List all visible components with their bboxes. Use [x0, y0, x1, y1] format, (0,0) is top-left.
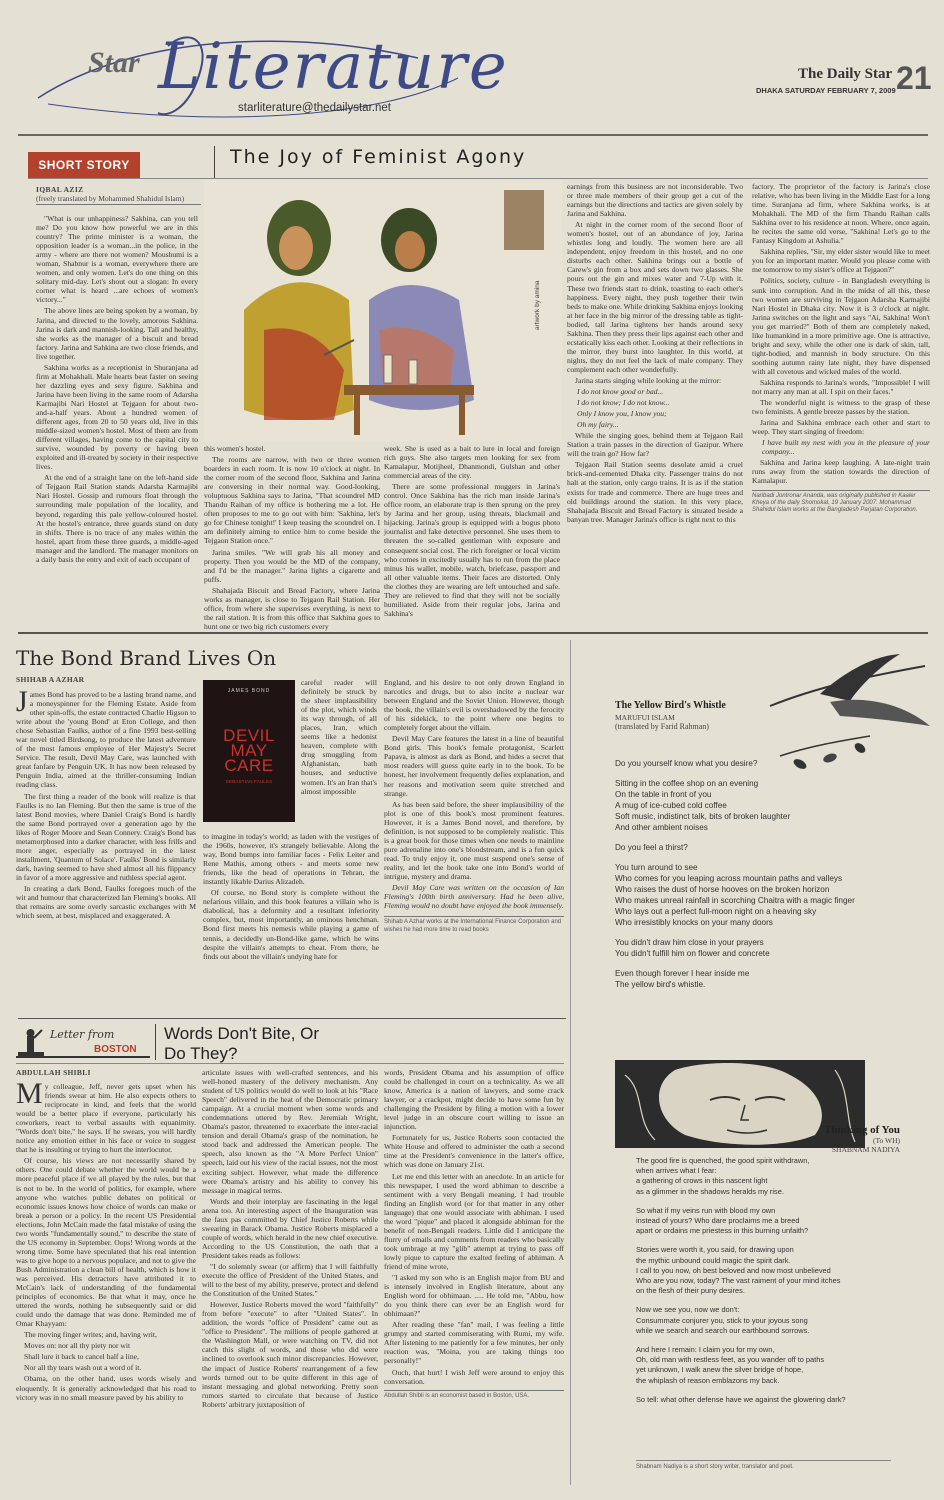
short-story-tag	[28, 152, 140, 178]
paragraph: Of course, his views are not necessarily shared by others. One could debate whether the world would be a more peaceful place if we all played by the rules, but that is not to be. In the world of politics, for example, where anyone who watches public debates on political or economic issues knows how choice of words can make or break a person or a policy. In the recent US Presidential elections, John McCain made the fatal mistake of using the two words "fundamentally sound," to describe the state of the US economy in September. Oops! Wrong words at the wrong time. Some have speculated that his real intention was to give hope to a nervous populace, and not to give the Bush Administration a clean bill of health, which is how it was perceived. His detractors have attributed it to McCain's lack of understanding of the fundamental principles of economics. Be that what it may, once he uttered the words, nothing he subsequently said or did could undo the damage that was done. Reminded me of Omar Khayyam:	[16, 1156, 196, 1329]
story2-col2b	[203, 832, 379, 963]
paragraph: careful reader will definitely be struck by the sheer implausibility of the plot, which winds its way through, of all places, Iran, which seems like a hedonist heaven, complete with drug smuggling from Afghanistan, bath houses, and seductive women. It's an Iran that's almost impossible	[301, 678, 377, 796]
song-line: I do not know good or bad...	[577, 387, 664, 397]
section-rule-2	[18, 1018, 566, 1019]
story1-col5	[752, 182, 930, 515]
stanza	[636, 1156, 916, 1197]
stanza	[636, 1305, 916, 1336]
story2-author-name: SHIHAB A AZHAR	[16, 675, 85, 684]
poem-line: on the flesh of their puny desires.	[636, 1286, 745, 1296]
book-subtitle: SEBASTIAN FAULKS	[225, 780, 273, 785]
paragraph: this women's hostel.	[204, 444, 266, 453]
paragraph: "What is our unhappiness? Sakhina, can you tell me? Do you know how powerful we are in this country? The prime minister is a woman, the opposition leader is a woman...in the police, in the army - where are there not women? Moushumi is a woman, Shabnur is a woman, everywhere there are women, and only women. Let's do one thing on this solitary mid-day. Let's shout out a slogan: In every corner what is heard ...are echoes of women's victory..."	[36, 214, 198, 305]
paragraph: Politics, society, culture - in Bangladesh everything is sunk into corruption. And in the midst of all this, these two women are surviving in Tejgaon Adarsha Karmajibi Nari Hostel in Dhaka city. Now it is 3 o'clock at night. Jarina switches on the light and says "Ai, Sakhina! Won't you get married?" Both of them are completely naked, like humankind in a more primitive age. One is attractive, bright and sexy, while the other one is dark of skin, tall, tight-bodied, and mannish in body structure. On this soothing autumn rainy late night, they have dispensed with all covetous and wicked males of the world.	[752, 276, 930, 376]
story3-title-line: Do They?	[164, 1044, 238, 1063]
paragraph: Sakhina responds to Jarina's words, "Impossible! I will not marry any man at all. I spit on their faces."	[752, 377, 930, 397]
paragraph: While the singing goes, behind them at Tejgaon Rail Station a train passes in the direction of Gazipur. Where will the train go? How far?	[567, 431, 743, 459]
poem-line: So tell: what other defense have we against the glowering dark?	[636, 1394, 846, 1404]
story1-author: IQBAL AZIZ	[36, 185, 84, 194]
poem-line: On the table in front of you	[615, 790, 712, 799]
story1-illustration	[204, 180, 562, 442]
poem2-footnote-rule	[636, 1460, 891, 1461]
paragraph: The rooms are narrow, with two or three women boarders in each room. It is now 10 o'clock at night. In the corner room of the second floor, Sakhina and Jarina are conversing in their normal way. Good-looking, voluptuous Sakhina says to Jarina, "That scoundrel MD Thandu Raihan of my office is bothering me a lot. He often proposes to me to go out with him: 'Sakhina, let's go for Chinese tonight!' I keep teasing the scoundrel on. I am definitely aiming to entice him to come beside the Tejgaon Station once."	[204, 455, 380, 546]
paragraph: Of course, no Bond story is complete without the nefarious villain, and this book features a villain who is diabolical, has a deformity and a resultant inferiority complex, but, most importantly, an ominous henchman. Bond first meets his nemesis while playing a game of tennis, a decidedly un-Bond-like game, which he wins despite the villain's attempts to cheat. From there, he finds out about the villain's undying hate for	[203, 888, 379, 961]
drop-cap: J	[16, 685, 28, 718]
header-divider	[214, 146, 215, 178]
poem-line: when arrives what I fear:	[636, 1166, 717, 1176]
poem-line: Who raises the dust of horse hooves on the broken horizon	[615, 885, 830, 894]
poem2-dedication: (To WH)	[872, 1136, 900, 1145]
story1-col2	[204, 444, 380, 633]
stanza	[615, 968, 915, 990]
poem-line: Do you yourself know what you desire?	[615, 759, 758, 768]
paragraph: Let me end this letter with an anecdote. In an article for this newspaper, I used the word abhiman to describe a sentiment with a very Bengali meaning. I had trouble finding an English word (or for that matter in any other language) that one would associate with abhiman. I used the word "pique" and placed it alongside abhiman for the benefit of non-Bengali readers. Little did I anticipate the flurry of emails and comments from readers who basically took umbrage at my "glib" attempt at trying to pass off lowly pique to capture the exalted feeling of abhiman. A friend of mine wrote,	[384, 1171, 564, 1271]
paragraph: Devil May Care features the latest in a line of beautiful Bond girls. This book's female protagonist, Scarlett Papava, is almost as dark as Bond, and hides a secret that most readers will guess quite early in to the book. To be honest, her involvement frequently defies explanation, and her reasons and motivation seem quite stretched and strange.	[384, 734, 564, 798]
paragraph: The wonderful night is witness to the grasp of these two feminists. A gentle breeze passes by the station.	[752, 398, 930, 417]
poem1-header	[615, 700, 815, 731]
story2-col2a	[301, 678, 377, 798]
stanza	[615, 937, 915, 959]
poem-line: The good fire is quenched, the good spirit withdrawn,	[636, 1156, 810, 1165]
story1-col3	[384, 444, 560, 620]
boston-divider	[155, 1024, 156, 1060]
story1-title-rule	[28, 178, 928, 179]
poem-line: a gathering of crows in this nascent light	[636, 1176, 768, 1186]
poem-line: Who makes unreal rainfall in scorching Chaitra with a magic finger	[615, 896, 855, 905]
stanza	[615, 842, 915, 853]
book-title	[203, 728, 295, 773]
stanza	[615, 758, 915, 769]
art-credit: artwork by amina	[534, 280, 541, 330]
book-title-line: CARE	[224, 756, 274, 775]
poem1-translator: (translated by Farid Rahman)	[615, 722, 709, 731]
song-line: I have built my nest with you in the pleasure of your company...	[762, 438, 930, 457]
poem1-body	[615, 758, 915, 999]
paragraph: At the end of a straight lane on the left-hand side of Tejgaon Rail Station stands Adarsha Karmajibi Nari Hostel. Gossip and rumours float through the surrounding male population of the locality, and beyond, regarding this pale yellow-coloured hostel. At the hostel's entrance, three guards stand on duty in shifts. There is no trace of any males within the hostel, apart from these three guards, a middle-aged manager and the landlord. The manager monitors on a daily basis the entry and exit of each occupant of	[36, 473, 198, 564]
stanza	[615, 778, 915, 833]
paragraph-text: ames Bond has proved to be a lasting brand name, and a moneyspinner for the Fleming Estate. Aside from other spin-offs, the estate contracted Charlie Higson to write about the 'young Bond' at Eton College, and then chose Sebastian Faulks, author of a fine 1993 best-selling war novel titled Birdsong, to produce the latest adventure of the most famous employee of Her Majesty's Secret Service. The result, Devil May Care, was launched with great fanfare by Penguin UK. It has now been released by Penguin India, aimed at the thriller-consuming Indian reading class.	[16, 690, 196, 790]
paragraph: Devil May Care was written on the occasion of Ian Fleming's 100th birth anniversary. Had he been alive, Fleming would no doubt have enjoyed the book immensely.	[384, 883, 564, 911]
statue-icon	[16, 1026, 46, 1058]
stanza	[636, 1395, 916, 1405]
song-line: Oh my fairy...	[577, 420, 619, 430]
poem1-author: MARUFUI ISLAM	[615, 713, 675, 722]
paragraph: Tejgaon Rail Station seems desolate amid a cruel brick-and-cemented Dhaka city. Passenger trains do not halt at the station, only cargo trains. It is as if the station exists for trade and commerce. There are huge trees and old buildings around the station. In this very place, Shahajada Biscuit and Bread Factory is situated beside a banyan tree. Manager Jarina's office is right next to this	[567, 460, 743, 524]
stanza	[636, 1245, 916, 1296]
paragraph: Jarina and Sakhina embrace each other and start to weep. They start singing of freedom:	[752, 418, 930, 437]
poem2-title: Thinking of You	[823, 1124, 900, 1136]
poem-line: Who lays out a perfect full-moon night on a heaving sky	[615, 907, 817, 916]
poem-line: yet unknown, I walk anew the silver bridge of hope,	[636, 1365, 804, 1375]
poem-line: Who are you now, today? The vast raiment of your mind itches	[636, 1276, 841, 1286]
verse-line: Moves on: nor all thy piety nor wit	[24, 1341, 131, 1351]
story1-col4	[567, 182, 743, 526]
song-line: Only I know you, I know you;	[577, 409, 667, 419]
poem-line: Who comes for you leaping across mountain paths and valleys	[615, 874, 843, 883]
poem-line: You didn't draw him close in your prayers	[615, 938, 764, 947]
poem-line: apart or ordains me priestess in this burning unfaith?	[636, 1226, 809, 1236]
story2-title: The Bond Brand Lives On	[16, 646, 277, 670]
story1-col1	[36, 214, 198, 566]
literature-wordmark: Literature	[158, 30, 509, 104]
poem-line: Do you feel a thirst?	[615, 843, 688, 852]
poem-divider	[570, 640, 571, 1485]
paragraph: Jarina starts singing while looking at the mirror:	[575, 375, 722, 385]
paper-name: The Daily Star	[798, 66, 893, 82]
story2-col1	[16, 685, 196, 922]
song-line: I do not know; I do not know...	[577, 398, 670, 408]
poem-line: Even though forever I hear inside me	[615, 969, 750, 978]
paragraph: factory. The proprietor of the factory is Jarina's close relative, who has been living in the Middle East for a long time. Suranjana ad firm, where Sakhina works, is at Mohakhali. The MD of the firm Thandu Raihan calls Sakhina over to his residence at noon. Where, once again, he recites the same old verse, "Sakhina! Let's go to the Fantasy Kingdom at Ashulia."	[752, 182, 930, 246]
verse-line: Nor all thy tears wash out a word of it.	[24, 1363, 142, 1373]
star-wordmark: Star	[88, 46, 140, 79]
story3-title-line: Words Don't Bite, Or	[164, 1024, 320, 1043]
story1-footnote: Naribadi Jontronar Ananda, was originally published in Kaaler Kheya of the daily Shomokal, 19 January 2007. Mohammad Shahidul Islam works at the Bangladesh Parjatan Corporation.	[752, 490, 930, 515]
poem-line: The yellow bird's whistle.	[615, 980, 706, 989]
poem-line: as a glimmer in the shadows heralds my rise.	[636, 1186, 784, 1196]
paragraph: "I do solemnly swear (or affirm) that I will faithfully execute the office of President of the United States, and will to the best of my ability, preserve, protect and defend the Constitution of the United States."	[202, 1261, 378, 1299]
paragraph: Sakhina replies, "Sir, my elder sister would like to meet you for an important matter. Would you please come with me tomorrow to my sister's office at Tejgaon?"	[752, 247, 930, 275]
poem-line: Oh, old man with restless feet, as you wander off to paths	[636, 1355, 825, 1365]
paragraph: Jarina smiles. "We will grab his all money and property. Then you would be the MD of the company, and I'd be the manager." Jarina lights a cigarette and puffs.	[204, 547, 380, 584]
paragraph: earnings from this business are not inconsiderable. Two or three male members of their group get a cut of the earnings but the directions and tactics are given solely by Jarina and Sakhina.	[567, 182, 743, 219]
paragraph: In creating a dark Bond, Faulks foregoes much of the wit and humour that characterized Ian Fleming's books. All that remains are some overly sarcastic exchanges with M which seem, at best, misplaced and exaggerated. A	[16, 883, 196, 921]
story3-col2	[202, 1068, 378, 1411]
paragraph: Fortunately for us, Justice Roberts soon contacted the White House and offered to administer the oath a second time at the President's convenience in the latter's office, which was done on January 21st.	[384, 1133, 564, 1170]
story2-col3	[384, 678, 564, 934]
story3-author	[16, 1068, 196, 1077]
poem-line: Stories were worth it, you said, for drawing upon	[636, 1245, 794, 1255]
paragraph: Ouch, that hurt! I wish Jeff were around to enjoy this conversation.	[384, 1367, 564, 1386]
kicker-script: Letter from	[50, 1028, 115, 1041]
story1-byline	[36, 185, 201, 205]
poem-line: A mug of ice-cubed cold coffee	[615, 801, 727, 810]
book-title-line: MAY	[230, 741, 268, 760]
paragraph: Obama, on the other hand, uses words wisely and eloquently. It is generally acknowledged that his road to victory was in no small measure paved by his ability to	[16, 1374, 196, 1402]
poem-line: the whiplash of reason emblazons my back.	[636, 1375, 780, 1385]
poem-line: Sitting in the coffee shop on an evening	[615, 779, 759, 788]
story3-title	[164, 1024, 319, 1064]
paragraph: However, Justice Roberts moved the word "faithfully" from before "execute" to after "United States". In addition, the words "office of President" came out as "office to President". The millions of people gathered at the Washington Mall, or were watching on TV, did not catch this slight of words, and those who did were inclined to overlook such minor discrepancies. However, the impact of Justice Roberts' rearrangement of a few words turned out to be quite different in this age of instant messaging and global networking. Pretty soon rumors started to circulate that because of Justice Roberts' arbitrary juxtaposition of	[202, 1300, 378, 1409]
story3-title-rule	[16, 1063, 564, 1064]
poem-line: You turn around to see	[615, 863, 698, 872]
poem-line: Who irresistibly knocks on your many doors	[615, 918, 773, 927]
section-rule-1	[18, 632, 928, 634]
poem-line: You didn't fulfill him on flower and concrete	[615, 949, 770, 958]
paragraph-text: y colleague, Jeff, never gets upset when his friends swear at him. He also expects others to reciprocate in kind, and feels that the world would be a better place if everyone, particularly his coworkers, react to verbal assaults with equanimity. "Words don't bite," he says. If he swears, you will hardly notice any emotion either in his face or voice to suggest that he is insulting or trying to hurt the interlocutor.	[16, 1082, 196, 1155]
paragraph: The first thing a reader of the book will realize is that Faulks is no Ian Fleming. But then the same is true of the latest Bond movies, where Daniel Craig's Bond is hardly the same Bond portrayed over a generation ago by the likes of Roger Moore and Sean Connery. Craig's Bond has metamorphosed into a darker character, with less frills and more anger, especially as portrayed in the latest installment, 'Quantum of Solace'. Faulks' Bond is similarly dark, having seemed to have shed almost all his flippancy in favor of a more aggressive and ruthless special agent.	[16, 791, 196, 882]
poem2-body	[636, 1156, 916, 1414]
page-number: 21	[896, 60, 932, 96]
paragraph: At night in the corner room of the second floor of women's hostel, out of an abundance of joy, Jarina whistles long and loudly. The women here are all independent, enjoy freedom in this hostel, and no one disturbs each other. Sakhina brings out a bottle of Carew's gin from a box and sets down two glasses. She pours out the gin and mixes water and 7-Up with it. These two friends start to drink, toasting to each other's happiness. Every night, they push together their twin beds to make one. While drinking Sakhina enjoys looking at her face in the big mirror of the dressing table as tight-bodied, tall Jarina tightens her hands around sexy Sakhina. Then they press their lips against each other and ecstatically kiss each other. Looking at their reflections in the mirror, they burst into laughter. In this world, at nights, they do not feel the lack of male company. They complement each other wonderfully.	[567, 220, 743, 374]
paragraph: Shahajada Biscuit and Bread Factory, where Jarina works as manager, is close to Tejgaon Rail Station. Her office, from where she supervises everything, is next to the rail station. It is from this office that Sakhina goes to hunt one or two big rich customers every	[204, 585, 380, 631]
kicker-city: BOSTON	[94, 1044, 137, 1055]
short-story-label: SHORT STORY	[38, 158, 130, 172]
book-author-line: JAMES BOND	[227, 688, 271, 694]
stanza	[636, 1206, 916, 1237]
paragraph: to imagine in today's world; as laden with the vestiges of the 1960s, however, it's strangely believable. Along the way, Bond bumps into familiar faces - Felix Leiter and Rene Mathis, among others - and meets some new friends, like the head of operations in Tehran, the instantly likable Darius Alizadeh.	[203, 832, 379, 887]
poem2-author: SHABNAM NADIYA	[831, 1145, 900, 1154]
poem-line: instead of yours? Who dare proclaims me a breed	[636, 1216, 800, 1226]
paragraph: England, and his desire to not only drown England in narcotics and drugs, but to also incite a nuclear war between England and the Soviet Union. However, though the book, the villain's evil is overshadowed by the ferocity of his sidekick, to the point where one begins to completely forget about the villain.	[384, 678, 564, 733]
masthead-rule	[18, 134, 928, 136]
paragraph: week. She is used as a bait to lure in local and foreign rich guys. She also targets men looking for sex from Kamalapur, Motijheel, Dhanmondi, Gulshan and other commercial areas of the city.	[384, 444, 560, 481]
dateline: DHAKA SATURDAY FEBRUARY 7, 2009	[756, 86, 896, 95]
paragraph: Words and their interplay are fascinating in the legal arena too. An interesting aspect of the Inauguration was the faux pas committed by Chief Justice Roberts while swearing in Barack Obama. Justice Roberts misplaced a couple of words, which herald in the new chief executive. According to the US Constitution, the oath that a President takes reads as follows:	[202, 1196, 378, 1260]
story3-footnote: Abdullah Shibli is an economist based in Boston, USA.	[384, 1390, 564, 1400]
paragraph: articulate issues with well-crafted sentences, and his well-honed mastery of the delivery mechanism. Any student of US politics would do well to look at his "Race Speech" delivered in the heat of the Democratic primary campaign. At a crucial moment when some words and condemnations uttered by Rev. Jeremiah Wright, Obama's pastor, threatened to exacerbate the inter-racial tension and derail Obama's grasp of the nomination, he stood back and addressed the American people. The speech, also known as the "A More Perfect Union" speech, laid out his view of the racial issues, not the most exciting subject. However, what made the difference were Obama's artistry and his ability to convey his message in magical terms.	[202, 1068, 378, 1195]
poem-line: Soft music, indistinct talk, bits of broken laughter	[615, 812, 791, 821]
story1-title: The Joy of Feminist Agony	[230, 146, 527, 168]
women-artwork	[204, 180, 562, 442]
poem2-footnote: Shabnam Nadiya is a short story writer, translator and poet.	[636, 1464, 794, 1470]
poem-line: Consummate conjurer you, stick to your joyous song	[636, 1315, 808, 1325]
paragraph: The above lines are being spoken by a woman, by Jarina, and directed to the lovely, amorous Sakhina. Jarina is dark and mannish-looking. Tall and healthy, she works as the manager of a biscuit and bread factory. Jarina and Sahkina are two close friends, and live together.	[36, 306, 198, 361]
stanza	[615, 862, 915, 928]
paragraph: After reading these "fan" mail, I was feeling a little grumpy and started commiserating with Rumi, my wife. After listening to me patiently for a few minutes, her only reaction was, "Moina, you are taking things too personally!"	[384, 1320, 564, 1366]
poem-line: So what if my veins run with blood my own	[636, 1205, 776, 1215]
paragraph: Sakhina works as a receptionist in Shuranjana ad firm at Mohakhali. Male hearts beat faster on seeing her dazzling eyes and sexy figure. Sakhina and Jarina have been living in the same room of Adarsha Karmajibi Nari Hostel at Tejgaon for about two- and-a-half years. About a hundred women of different ages, from 20 to 50 years old, live in this middle-sized women's hostel. Most of them are from different villages, having come to the capital city to survive, wounded by poverty or having been exploited and ill-treated by society in their respective lives.	[36, 362, 198, 472]
stanza	[636, 1345, 916, 1386]
poem2-header	[790, 1124, 900, 1154]
poem-line: the mythic unbound could magic the spirit dark.	[636, 1255, 791, 1265]
book-cover	[203, 680, 295, 822]
story3-col3	[384, 1068, 564, 1400]
paragraph: "I asked my son who is an English major from BU and is intensely involved in English literature, about any English word for obhimaan. ..... He told me, "Abbu, how do you think there can ever be an English word for obhimaan?"	[384, 1273, 564, 1319]
paragraph	[16, 1077, 196, 1155]
verse-line: The moving finger writes; and, having writ,	[24, 1330, 157, 1340]
story3-col1	[16, 1077, 196, 1404]
paragraph: There are some professional muggers in Jarina's control. Once Sakhina has the rich man inside Jarina's office room, an elaborate trap is then sprung on the prey by Jarina and her group, using threats, blackmail and hijacking. Jarina's group is equipped with a bogus photo journalist and fake detective personnel. She uses them to threaten the so-called gentleman with exposure and consequent social cost. The rich foreigner or local victim who comes in excitedly usually has to run from the place minus his wallet, mobile, watch, briefcase, passport and all other valuable items. Their faces are distorted. Only the clothes they are wearing are left untouched and safe. They are relieved to find that they will not be socially humiliated. Aside from their regular jobs, Jarina and Sakhina's	[384, 482, 560, 618]
poem-line: Now we see you, now we don't:	[636, 1305, 740, 1315]
boston-kicker	[16, 1026, 150, 1058]
masthead	[18, 18, 932, 133]
story1-translator: (freely translated by Mohammed Shahidul Islam)	[36, 194, 201, 205]
story3-author-name: ABDULLAH SHIBLI	[16, 1068, 91, 1077]
book-title-line: DEVIL	[223, 726, 275, 745]
poem-line: And here I remain: I claim you for my own,	[636, 1345, 775, 1355]
drop-cap: M	[16, 1077, 43, 1110]
poem1-title: The Yellow Bird's Whistle	[615, 700, 726, 711]
paragraph: Sakhina and Jarina keep laughing. A late-night train runs away from the station towards the direction of Kamalapur.	[752, 458, 930, 486]
paragraph: As has been said before, the sheer implausibility of the plot is one of this book's most prominent features. However, it is a James Bond novel, and therefore, by definition, is not supposed to be completely realistic. This is a great book for those times when one needs to mainline pure adrenaline into one's bloodstream, and is a fun quick read. To truly enjoy it, one must suspend one's sense of reality, and let the book take one into Bond's world of intrigue, mystery and drama.	[384, 799, 564, 881]
poem-line: And other ambient noises	[615, 823, 708, 832]
story2-author	[16, 675, 196, 684]
poem-line: I call to you now, oh best beloved and now most unbelieved	[636, 1265, 831, 1275]
email-link[interactable]: starliterature@thedailystar.net	[238, 102, 391, 114]
paragraph: words, President Obama and his assumption of office could be challenged in court on a technicality. As we all know, America is a nation of lawyers, and some crack lawyer, or a crackpot, might decide to have some fun by challenging the President by filing a motion with a lower level judge in an obscure court willing to issue an injunction.	[384, 1068, 564, 1132]
paragraph	[16, 685, 196, 790]
story2-footnote: Shihab A Azhar works at the International Finance Corporation and wishes he had more time to read books	[384, 916, 564, 934]
poem-line: while we search and search our earthbound sorrows.	[636, 1325, 810, 1335]
verse-line: Shall lure it back to cancel half a line,	[24, 1352, 139, 1362]
